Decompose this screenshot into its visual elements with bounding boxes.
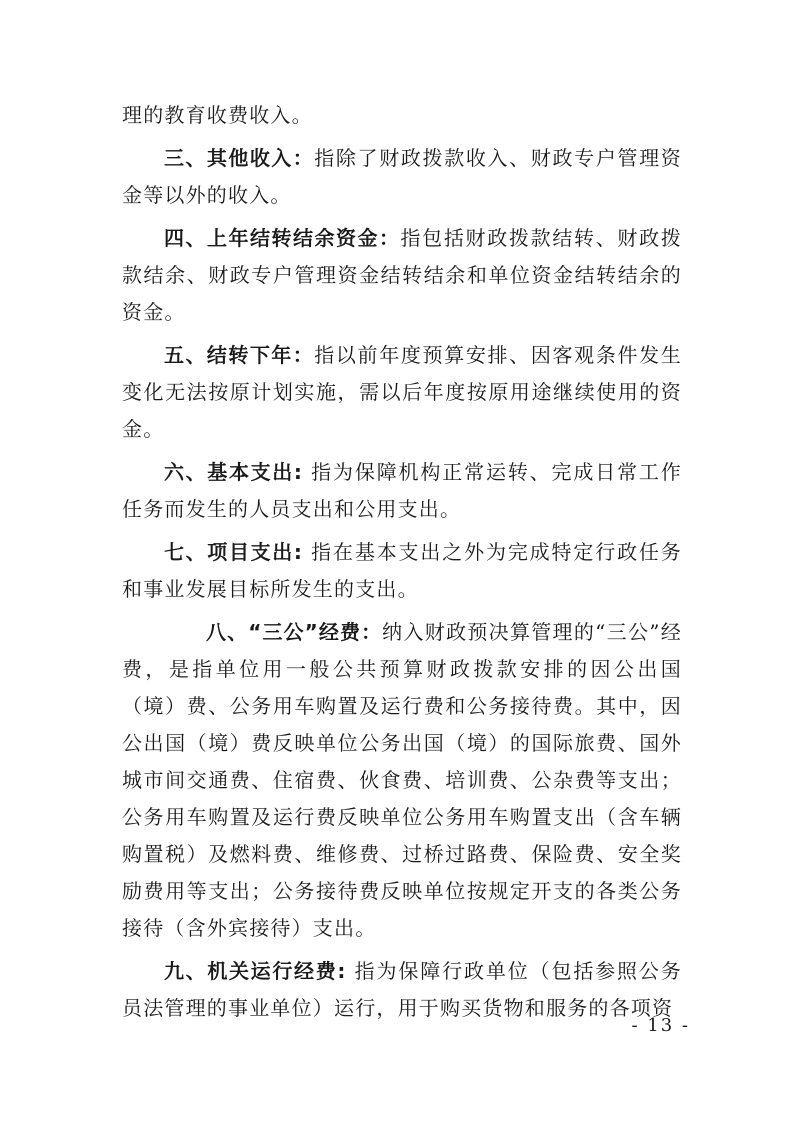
paragraph-three-public-funds — [122, 614, 682, 947]
term-project-expenditure: 七、项目支出: — [164, 540, 303, 564]
paragraph-text: 理的教育收费收入。 — [122, 103, 313, 127]
paragraph-carry-forward — [122, 337, 682, 448]
paragraph-text: 指为保障行政单位（包括参照公务员法管理的事业单位）运行，用于购买货物和服务的各项资 — [122, 959, 683, 1020]
paragraph-text: 指以前年度预算安排、因客观条件发生变化无法按原计划实施，需以后年度按原用途继续使用的资金。 — [122, 343, 683, 441]
paragraph-basic-expenditure — [122, 454, 682, 528]
paragraph-text: 指包括财政拨款结转、财政拨款结余、财政专户管理资金结转结余和单位资金结转结余的资金。 — [122, 226, 682, 324]
paragraph-continuation — [122, 97, 682, 134]
paragraph-text: 纳入财政预决算管理的“三公”经费，是指单位用一般公共预算财政拨款安排的因公出国（境）费、公务用车购置及运行费和公务接待费。其中，因公出国（境）费反映单位公务出国（境）的国际旅费、国外城市间交通费、住宿费、伙食费、培训费、公杂费等支出；公务用车购置及运行费反映单位公务用车购置支出（含车辆购置税）及燃料费、维修费、过桥过路费、保险费、安全奖励费用等支出；公务接待费反映单位按规定开支的各类公务接待（含外宾接待）支出。 — [122, 620, 682, 940]
paragraph-operating-funds — [122, 953, 682, 1027]
term-three-public-funds: 八、“三公”经费： — [206, 620, 383, 644]
paragraph-project-expenditure — [122, 534, 682, 608]
paragraph-text: 指除了财政拨款收入、财政专户管理资金等以外的收入。 — [122, 146, 683, 207]
term-other-income: 三、其他收入： — [164, 146, 315, 170]
term-basic-expenditure: 六、基本支出: — [164, 460, 303, 484]
paragraph-other-income — [122, 140, 682, 214]
paragraph-prior-year-balance — [122, 220, 682, 331]
paragraph-text: 指为保障机构正常运转、完成日常工作任务而发生的人员支出和公用支出。 — [122, 460, 682, 521]
paragraph-text: 指在基本支出之外为完成特定行政任务和事业发展目标所发生的支出。 — [122, 540, 682, 601]
page-number: - 13 - — [631, 1015, 690, 1036]
document-body — [122, 97, 682, 1033]
term-prior-year-balance: 四、上年结转结余资金： — [164, 226, 401, 250]
term-carry-forward: 五、结转下年： — [164, 343, 315, 367]
term-operating-funds: 九、机关运行经费: — [164, 959, 347, 983]
